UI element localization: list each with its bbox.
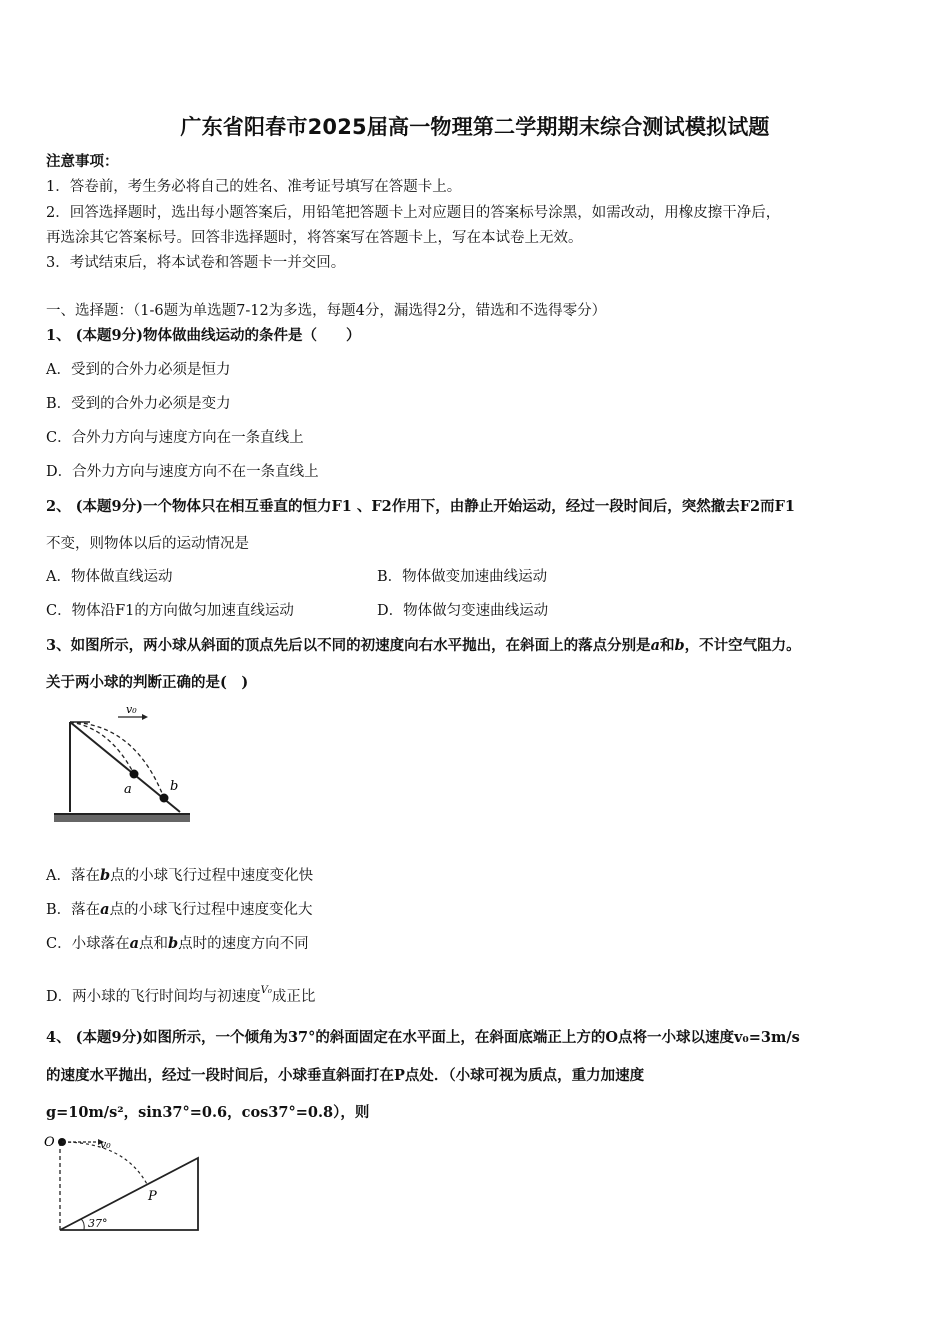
q3-v0-label: v₀ [126,703,137,716]
q4-stem-line2: 的速度水平抛出，经过一段时间后，小球垂直斜面打在P点处．（小球可视为质点，重力加速度 [46,1067,645,1084]
notice-item-2: 2．回答选择题时，选出每小题答案后，用铅笔把答题卡上对应题目的答案标号涂黑，如需改动，用橡皮擦干净后， [46,205,781,221]
section-heading: 一、选择题：（1-6题为单选题7-12为多选，每题4分，漏选得2分，错选和不选得零分） [46,303,607,319]
q4-figure [40,1132,210,1234]
q2-stem-line2: 不变，则物体以后的运动情况是 [46,536,249,552]
q4-trajectory [62,1142,148,1186]
q1-stem: 1、 (本题9分)物体做曲线运动的条件是（ ） [46,327,361,344]
q4-angle-label: 37° [88,1217,108,1230]
q4-incline [60,1158,198,1230]
q3-figure [50,702,195,828]
q3-option-c: C．小球落在a点和b点时的速度方向不同 [46,935,309,952]
q1-option-a: A．受到的合外力必须是恒力 [46,362,231,378]
q3-ball-b [160,794,169,803]
q1-option-c: C．合外力方向与速度方向在一条直线上 [46,430,304,446]
q2-option-c: C．物体沿F1的方向做匀加速直线运动 [46,603,294,619]
q2-option-a: A．物体做直线运动 [46,569,173,585]
q3-option-b: B．落在a点的小球飞行过程中速度变化大 [46,901,313,918]
page-title: 广东省阳春市2025届高一物理第二学期期末综合测试模拟试题 [180,115,770,139]
q2-option-b: B．物体做变加速曲线运动 [377,569,548,585]
q3-ball-a [130,770,139,779]
q2-stem-line1: 2、 (本题9分)一个物体只在相互垂直的恒力F1 、F2作用下，由静止开始运动，经过一段时间后，突然撤去F2而F1 [46,498,796,515]
q3-option-a: A．落在b点的小球飞行过程中速度变化快 [46,867,314,884]
notice-item-3: 3．考试结束后，将本试卷和答题卡一并交回。 [46,255,346,271]
q2-option-d: D．物体做匀变速曲线运动 [377,603,549,619]
q4-v0-label: v₀ [100,1138,111,1151]
q3-label-a: a [124,782,132,797]
q3-option-d: D．两小球的飞行时间均与初速度$^{V_0}$成正比 [46,985,316,1005]
q3-label-b: b [170,779,179,794]
notice-heading: 注意事项： [46,153,119,170]
q4-stem-line3: g=10m/s²，sin37°=0.6，cos37°=0.8），则 [46,1104,370,1121]
q3-v0-arrowhead [142,714,148,720]
q4-angle-arc [81,1219,84,1230]
q4-stem-line1: 4、 (本题9分)如图所示，一个倾角为37°的斜面固定在水平面上，在斜面底端正上方的O点将一小球以速度v₀=3m/s [46,1029,800,1046]
q1-option-b: B．受到的合外力必须是变力 [46,396,231,412]
q3-stem-line2: 关于两小球的判断正确的是( ) [46,674,249,691]
q4-label-o: O [44,1135,55,1150]
q3-stem-line1: 3、如图所示，两小球从斜面的顶点先后以不同的初速度向右水平抛出，在斜面上的落点分别是a和b，不计空气阻力。 [46,637,801,654]
notice-item-2-cont: 再选涂其它答案标号。回答非选择题时，将答案写在答题卡上，写在本试卷上无效。 [46,230,583,246]
q3-ground-hatch [54,815,190,822]
q1-option-d: D．合外力方向与速度方向不在一条直线上 [46,464,319,480]
notice-item-1: 1．答卷前，考生务必将自己的姓名、准考证号填写在答题卡上。 [46,179,462,195]
q4-label-p: P [148,1189,157,1204]
